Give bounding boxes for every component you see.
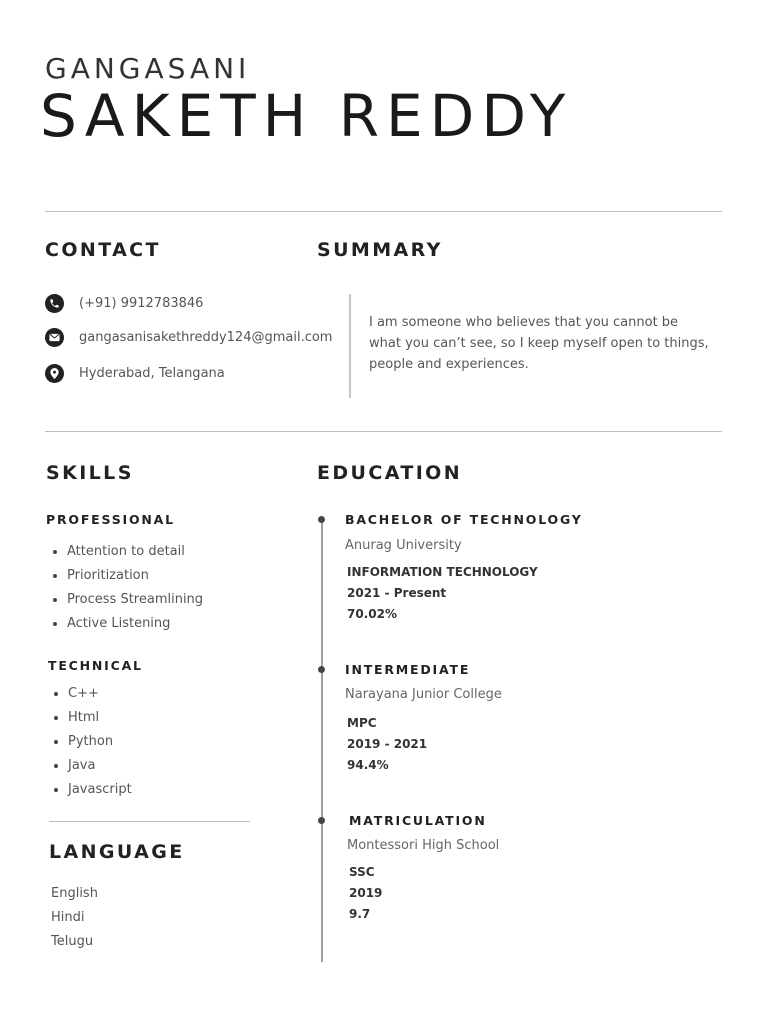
list-item: Attention to detail [46,540,203,564]
summary-divider [349,294,351,398]
list-item: Javascript [47,778,132,802]
language-list [51,882,98,954]
skills-heading: SKILLS [46,462,134,484]
list-item: English [51,886,98,901]
education-details [349,862,382,925]
list-item: Html [47,706,132,730]
divider [45,431,722,432]
email-icon [45,328,64,347]
list-item: Python [47,730,132,754]
divider [45,211,722,212]
education-field: MPC [347,716,377,730]
language-heading: LANGUAGE [49,841,185,863]
divider [49,821,250,822]
education-period: 2019 - 2021 [347,737,428,751]
education-institution: Narayana Junior College [345,687,502,702]
timeline-dot [318,666,325,673]
education-score: 9.7 [349,907,371,921]
education-degree: INTERMEDIATE [345,662,471,677]
list-item: C++ [47,682,132,706]
list-item: Active Listening [46,612,203,636]
education-period: 2021 - Present [347,586,447,600]
first-name: GANGASANI [45,52,251,85]
education-degree: BACHELOR OF TECHNOLOGY [345,512,583,527]
timeline-dot [318,817,325,824]
phone-icon [45,294,64,313]
location-text: Hyderabad, Telangana [79,366,225,381]
list-item: Java [47,754,132,778]
list-item: Hindi [51,910,85,925]
phone-text: (+91) 9912783846 [79,296,204,311]
education-score: 94.4% [347,758,389,772]
contact-location [45,364,225,383]
list-item: Prioritization [46,564,203,588]
education-field: SSC [349,865,375,879]
education-heading: EDUCATION [317,462,463,484]
contact-email [45,328,332,347]
contact-heading: CONTACT [45,239,161,261]
email-text: gangasanisakethreddy124@gmail.com [79,330,333,345]
professional-heading: PROFESSIONAL [46,512,175,527]
education-timeline [321,520,323,962]
education-degree: MATRICULATION [349,813,487,828]
education-details [347,713,427,776]
education-score: 70.02% [347,607,397,621]
education-field: INFORMATION TECHNOLOGY [347,565,538,579]
technical-skills-list [47,682,132,802]
timeline-dot [318,516,325,523]
location-pin-icon [45,364,64,383]
education-details [347,562,538,625]
summary-heading: SUMMARY [317,239,443,261]
last-name: SAKETH REDDY [40,82,573,150]
list-item: Process Streamlining [46,588,203,612]
list-item: Telugu [51,934,94,949]
education-institution: Anurag University [345,538,462,553]
education-period: 2019 [349,886,383,900]
contact-phone [45,294,203,313]
technical-heading: TECHNICAL [48,658,143,673]
professional-skills-list [46,540,203,636]
summary-text: I am someone who believes that you cannot be what you can’t see, so I keep myself open to things, people and experiences. [369,315,709,372]
education-institution: Montessori High School [347,838,500,853]
